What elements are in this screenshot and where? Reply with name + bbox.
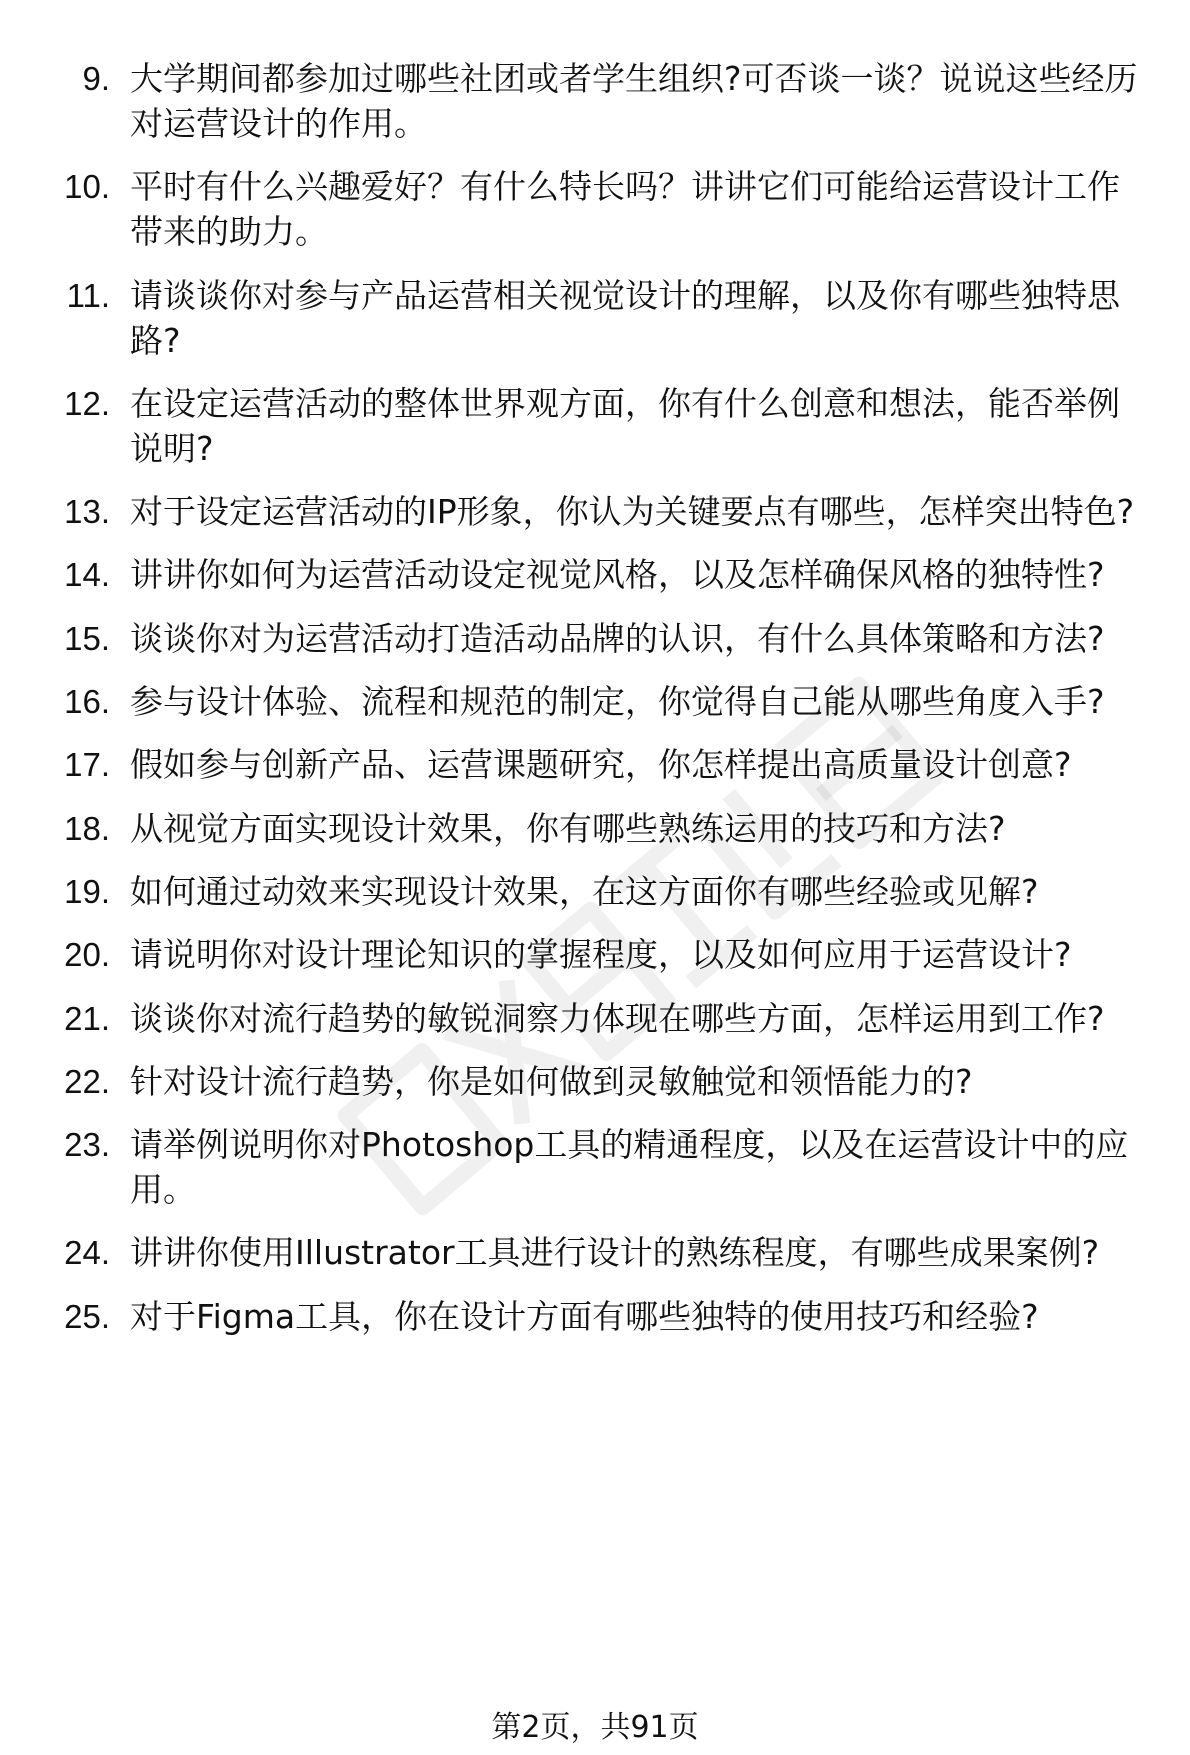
question-number: 9. — [82, 60, 110, 97]
list-item — [40, 164, 1150, 254]
question-text: 大学期间都参加过哪些社团或者学生组织?可否谈一谈？说说这些经历对运营设计的作用。 — [130, 59, 1138, 143]
question-number: 25. — [64, 1297, 110, 1335]
list-item — [40, 679, 1150, 724]
list-item — [40, 489, 1150, 534]
question-number: 22. — [64, 1062, 110, 1100]
list-item — [40, 806, 1150, 851]
question-number: 16. — [64, 683, 110, 721]
question-number: 20. — [64, 936, 110, 974]
list-item — [40, 742, 1150, 787]
list-item — [40, 1122, 1150, 1212]
question-number: 15. — [64, 619, 110, 657]
question-list — [40, 56, 1150, 1357]
list-item — [40, 273, 1150, 363]
list-item — [40, 56, 1150, 146]
question-text: 谈谈你对流行趋势的敏锐洞察力体现在哪些方面，怎样运用到工作? — [130, 998, 1105, 1038]
question-text: 讲讲你如何为运营活动设定视觉风格，以及怎样确保风格的独特性? — [130, 555, 1105, 595]
question-number: 10. — [64, 168, 110, 206]
question-number: 14. — [64, 556, 110, 594]
page-footer: 第2页，共91页 — [491, 1710, 699, 1745]
list-item — [40, 1059, 1150, 1104]
question-text: 参与设计体验、流程和规范的制定，你觉得自己能从哪些角度入手? — [130, 682, 1105, 722]
list-item — [40, 1230, 1150, 1275]
question-text: 讲讲你使用Illustrator工具进行设计的熟练程度，有哪些成果案例? — [130, 1233, 1100, 1273]
question-text: 谈谈你对为运营活动打造活动品牌的认识，有什么具体策略和方法? — [130, 618, 1105, 658]
question-text: 平时有什么兴趣爱好？有什么特长吗？讲讲它们可能给运营设计工作带来的助力。 — [130, 167, 1120, 252]
question-text: 请举例说明你对Photoshop工具的精通程度，以及在运营设计中的应用。 — [130, 1125, 1129, 1210]
question-number: 13. — [64, 493, 110, 531]
list-item — [40, 932, 1150, 977]
question-text: 假如参与创新产品、运营课题研究，你怎样提出高质量设计创意? — [130, 745, 1072, 785]
question-text: 从视觉方面实现设计效果，你有哪些熟练运用的技巧和方法? — [130, 808, 1006, 848]
question-text: 对于设定运营活动的IP形象，你认为关键要点有哪些，怎样突出特色? — [130, 492, 1135, 532]
question-text: 对于Figma工具，你在设计方面有哪些独特的使用技巧和经验? — [130, 1296, 1039, 1336]
question-number: 19. — [64, 872, 110, 910]
list-item — [40, 869, 1150, 914]
list-item — [40, 616, 1150, 661]
question-number: 23. — [64, 1126, 110, 1164]
list-item — [40, 552, 1150, 597]
question-text: 请说明你对设计理论知识的掌握程度，以及如何应用于运营设计? — [130, 935, 1072, 975]
list-item — [40, 1294, 1150, 1339]
list-item — [40, 996, 1150, 1041]
question-number: 18. — [64, 809, 110, 847]
list-item — [40, 381, 1150, 471]
question-number: 24. — [64, 1234, 110, 1272]
question-number: 21. — [64, 999, 110, 1037]
question-number: 11. — [66, 276, 110, 314]
question-number: 17. — [64, 746, 110, 784]
question-text: 请谈谈你对参与产品运营相关视觉设计的理解，以及你有哪些独特思路? — [130, 275, 1120, 360]
question-text: 针对设计流行趋势，你是如何做到灵敏触觉和领悟能力的? — [130, 1061, 973, 1101]
question-text: 在设定运营活动的整体世界观方面，你有什么创意和想法，能否举例说明? — [130, 383, 1120, 468]
question-number: 12. — [64, 384, 110, 422]
question-text: 如何通过动效来实现设计效果，在这方面你有哪些经验或见解? — [130, 871, 1039, 911]
